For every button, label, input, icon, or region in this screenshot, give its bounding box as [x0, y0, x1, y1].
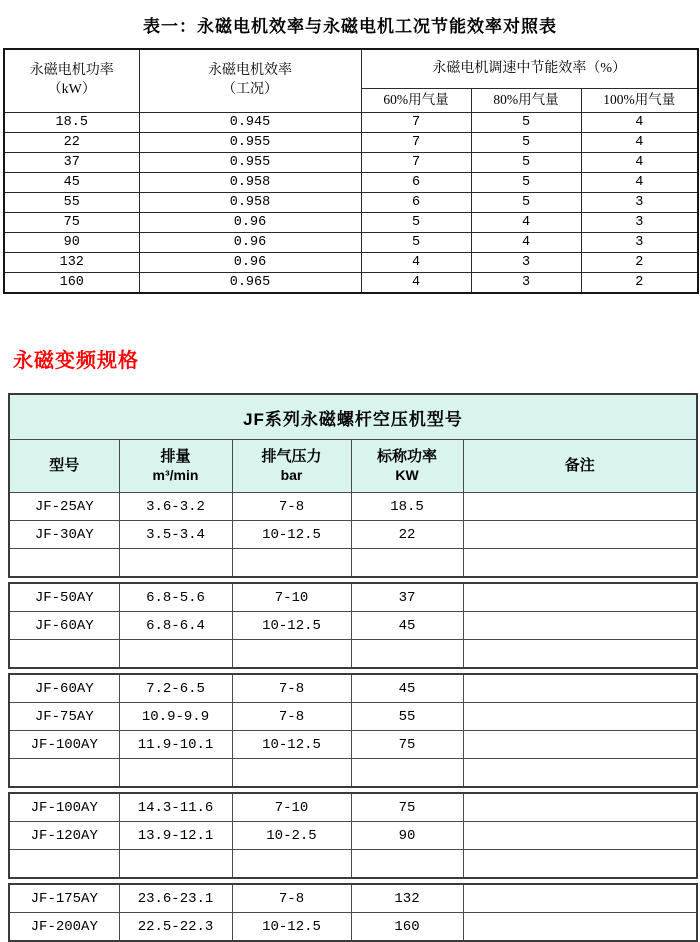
model-table-cell: 22: [351, 521, 463, 549]
model-table-row: [9, 612, 697, 640]
efficiency-table-cell: 5: [471, 193, 581, 213]
model-table-cell: [463, 612, 697, 640]
efficiency-table-cell: 37: [4, 153, 139, 173]
model-table-cell: 7-10: [232, 583, 351, 612]
model-table-cell: [232, 640, 351, 669]
efficiency-table-row: [4, 173, 698, 193]
model-table-cell: 13.9-12.1: [119, 822, 232, 850]
efficiency-table-cell: 90: [4, 233, 139, 253]
efficiency-table-cell: 3: [471, 253, 581, 273]
col-header-motor-efficiency-unit: （工况）: [222, 82, 278, 97]
model-table-cell: JF-25AY: [9, 493, 119, 521]
model-table-cell: JF-60AY: [9, 674, 119, 703]
efficiency-table-cell: 2: [581, 253, 698, 273]
model-table-cell: 45: [351, 612, 463, 640]
model-table-cell: JF-100AY: [9, 731, 119, 759]
model-table-section: [8, 673, 698, 788]
model-table-row: [9, 793, 697, 822]
efficiency-table-cell: 7: [361, 133, 471, 153]
model-table-cell: 22.5-22.3: [119, 913, 232, 942]
efficiency-table-cell: 5: [471, 153, 581, 173]
efficiency-table-cell: 3: [471, 273, 581, 294]
model-table-cell: [232, 850, 351, 879]
model-table-cell: 18.5: [351, 493, 463, 521]
col-header-pressure: [232, 440, 351, 493]
model-table-empty-row: [9, 640, 697, 669]
col-header-rated-power-unit: KW: [395, 466, 419, 483]
efficiency-table-cell: 4: [581, 153, 698, 173]
efficiency-table-cell: 0.96: [139, 213, 361, 233]
efficiency-table-cell: 22: [4, 133, 139, 153]
efficiency-table-cell: 0.96: [139, 233, 361, 253]
efficiency-table-cell: 4: [471, 233, 581, 253]
efficiency-table-row: [4, 133, 698, 153]
model-table-cell: 7-8: [232, 703, 351, 731]
model-table-header: [8, 393, 698, 493]
model-table-cell: 7-8: [232, 674, 351, 703]
efficiency-table-cell: 5: [471, 173, 581, 193]
col-header-air-100: 100%用气量: [581, 89, 698, 113]
efficiency-table-cell: 7: [361, 113, 471, 133]
model-table-cell: [119, 850, 232, 879]
efficiency-table-row: [4, 153, 698, 173]
efficiency-table-cell: 0.96: [139, 253, 361, 273]
efficiency-table-cell: 7: [361, 153, 471, 173]
model-table-cell: 3.5-3.4: [119, 521, 232, 549]
model-table-section: [8, 582, 698, 669]
model-table-cell: [351, 549, 463, 578]
model-table-cell: JF-75AY: [9, 703, 119, 731]
model-table-cell: [9, 549, 119, 578]
col-header-motor-power-label: 永磁电机功率: [29, 63, 114, 79]
model-table-cell: [463, 640, 697, 669]
model-table-cell: [463, 583, 697, 612]
model-table-row: [9, 822, 697, 850]
efficiency-table-cell: 55: [4, 193, 139, 213]
model-table-wrap: [8, 393, 696, 942]
model-table-cell: [232, 549, 351, 578]
document-title: 表一：永磁电机效率与永磁电机工况节能效率对照表: [143, 17, 557, 36]
model-table-row: [9, 884, 697, 913]
model-table-title-row: [9, 394, 697, 440]
model-table-row: [9, 913, 697, 942]
efficiency-table-cell: 5: [471, 113, 581, 133]
model-table-cell: 7.2-6.5: [119, 674, 232, 703]
model-table-cell: [463, 493, 697, 521]
model-table-cell: 6.8-5.6: [119, 583, 232, 612]
model-table-cell: JF-60AY: [9, 612, 119, 640]
model-table-cell: [463, 674, 697, 703]
efficiency-table-row: [4, 193, 698, 213]
model-table-section: [8, 883, 698, 942]
efficiency-table-cell: 4: [581, 133, 698, 153]
efficiency-table-row: [4, 253, 698, 273]
model-table-section: [8, 792, 698, 879]
model-table-cell: 132: [351, 884, 463, 913]
model-table-cell: [119, 640, 232, 669]
efficiency-table-cell: 45: [4, 173, 139, 193]
model-table-cell: [9, 759, 119, 788]
efficiency-table-cell: 0.965: [139, 273, 361, 294]
col-header-air-80: 80%用气量: [471, 89, 581, 113]
model-table-empty-row: [9, 759, 697, 788]
model-table-cell: [232, 759, 351, 788]
model-table-section: [8, 492, 698, 578]
model-table-sections: [8, 492, 696, 942]
model-table-cell: 45: [351, 674, 463, 703]
model-table-cell: [119, 549, 232, 578]
efficiency-table-row: [4, 113, 698, 133]
model-table-row: [9, 703, 697, 731]
efficiency-table-cell: 5: [471, 133, 581, 153]
model-table-cell: [351, 640, 463, 669]
col-header-air-60: 60%用气量: [361, 89, 471, 113]
model-table-cell: 14.3-11.6: [119, 793, 232, 822]
col-header-saving-group: 永磁电机调速中节能效率（%）: [361, 49, 698, 89]
model-table-cell: 90: [351, 822, 463, 850]
efficiency-table-cell: 0.958: [139, 193, 361, 213]
model-table-cell: 10-12.5: [232, 612, 351, 640]
model-table-cell: [463, 850, 697, 879]
efficiency-table-cell: 6: [361, 193, 471, 213]
model-table-row: [9, 731, 697, 759]
model-table-cell: [463, 793, 697, 822]
model-table-header-row: [9, 440, 697, 493]
model-table-cell: [463, 913, 697, 942]
model-table-empty-row: [9, 549, 697, 578]
model-table-cell: [463, 521, 697, 549]
model-table-cell: 3.6-3.2: [119, 493, 232, 521]
model-table-cell: JF-200AY: [9, 913, 119, 942]
efficiency-table-cell: 6: [361, 173, 471, 193]
model-table-cell: 23.6-23.1: [119, 884, 232, 913]
model-table-cell: 6.8-6.4: [119, 612, 232, 640]
model-table-cell: 55: [351, 703, 463, 731]
efficiency-table-cell: 0.945: [139, 113, 361, 133]
col-header-displacement-label: 排量: [160, 447, 191, 465]
col-header-remarks-label: 备注: [564, 456, 595, 474]
efficiency-table-cell: 4: [581, 113, 698, 133]
efficiency-table-cell: 3: [581, 233, 698, 253]
col-header-motor-efficiency: [139, 49, 361, 113]
model-table-cell: 7-8: [232, 493, 351, 521]
model-table-cell: 10-12.5: [232, 521, 351, 549]
model-table-cell: [463, 731, 697, 759]
efficiency-table-cell: 5: [361, 213, 471, 233]
model-table-cell: 75: [351, 731, 463, 759]
efficiency-table-cell: 4: [361, 273, 471, 294]
model-table-cell: [463, 884, 697, 913]
model-table-cell: 37: [351, 583, 463, 612]
model-table-cell: [9, 850, 119, 879]
efficiency-table-cell: 0.958: [139, 173, 361, 193]
efficiency-table-cell: 3: [581, 213, 698, 233]
model-table-row: [9, 674, 697, 703]
col-header-motor-efficiency-label: 永磁电机效率: [208, 63, 292, 79]
col-header-pressure-label: 排气压力: [261, 447, 322, 465]
model-table-cell: JF-100AY: [9, 793, 119, 822]
col-header-motor-power-unit: （kW）: [47, 82, 96, 97]
efficiency-table-cell: 132: [4, 253, 139, 273]
efficiency-table-cell: 2: [581, 273, 698, 294]
model-table-cell: JF-120AY: [9, 822, 119, 850]
model-table-cell: JF-175AY: [9, 884, 119, 913]
model-table-cell: 75: [351, 793, 463, 822]
model-table-cell: 10-12.5: [232, 731, 351, 759]
model-table-cell: 160: [351, 913, 463, 942]
model-table-cell: [119, 759, 232, 788]
model-table-cell: JF-30AY: [9, 521, 119, 549]
model-table-row: [9, 493, 697, 521]
model-table-title: JF系列永磁螺杆空压机型号: [9, 394, 697, 440]
col-header-rated-power-label: 标称功率: [376, 447, 437, 465]
efficiency-table-cell: 3: [581, 193, 698, 213]
model-table-cell: 10-2.5: [232, 822, 351, 850]
efficiency-table-cell: 160: [4, 273, 139, 294]
header-row-1: [4, 49, 698, 89]
model-table-cell: [463, 822, 697, 850]
model-table-row: [9, 521, 697, 549]
efficiency-table-cell: 0.955: [139, 133, 361, 153]
model-table-cell: 10.9-9.9: [119, 703, 232, 731]
model-table-cell: 11.9-10.1: [119, 731, 232, 759]
efficiency-table-cell: 18.5: [4, 113, 139, 133]
model-table-cell: [463, 759, 697, 788]
efficiency-table-row: [4, 273, 698, 294]
model-table-cell: [351, 850, 463, 879]
model-table-cell: 7-10: [232, 793, 351, 822]
col-header-motor-power: [4, 49, 139, 113]
efficiency-table-cell: 5: [361, 233, 471, 253]
col-header-displacement-unit: m³/min: [152, 466, 199, 483]
efficiency-table-row: [4, 213, 698, 233]
efficiency-table: [3, 48, 699, 294]
efficiency-table-cell: 75: [4, 213, 139, 233]
col-header-displacement: [119, 440, 232, 493]
model-table-empty-row: [9, 850, 697, 879]
model-table-cell: JF-50AY: [9, 583, 119, 612]
col-header-pressure-unit: bar: [280, 466, 303, 483]
model-table-cell: [351, 759, 463, 788]
col-header-rated-power: [351, 440, 463, 493]
efficiency-table-header: [4, 49, 698, 113]
efficiency-table-cell: 4: [471, 213, 581, 233]
document-page: [0, 12, 700, 937]
spec-section-heading: 永磁变频规格: [13, 350, 139, 372]
model-table-cell: 7-8: [232, 884, 351, 913]
efficiency-table-row: [4, 233, 698, 253]
model-table-cell: [463, 703, 697, 731]
efficiency-table-cell: 4: [581, 173, 698, 193]
efficiency-table-cell: 0.955: [139, 153, 361, 173]
model-table-cell: [463, 549, 697, 578]
col-header-model: [9, 440, 119, 493]
model-table-row: [9, 583, 697, 612]
model-table-cell: 10-12.5: [232, 913, 351, 942]
model-table-cell: [9, 640, 119, 669]
col-header-model-label: 型号: [49, 456, 80, 474]
efficiency-table-body: [4, 113, 698, 294]
efficiency-table-cell: 4: [361, 253, 471, 273]
col-header-remarks: [463, 440, 697, 493]
